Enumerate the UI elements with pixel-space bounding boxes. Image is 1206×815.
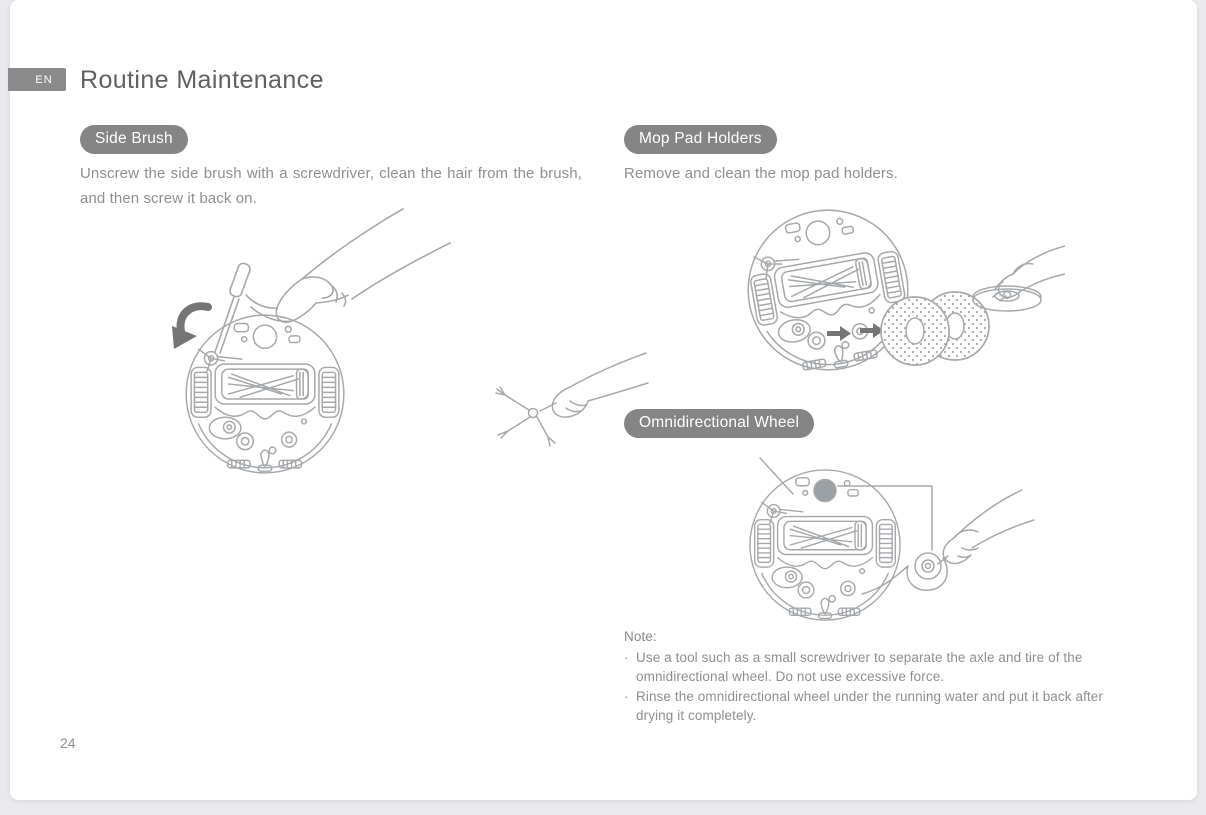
mop-pad-holders-illustration	[735, 190, 1065, 385]
bullet: ·	[624, 688, 629, 704]
side-brush-instructions: Unscrew the side brush with a screwdriver, clean the hair from the brush, and then screw it back on.	[80, 165, 582, 207]
rotation-arrow	[172, 306, 208, 349]
page-title: Routine Maintenance	[80, 66, 324, 94]
note-item	[624, 687, 1120, 726]
bullet: ·	[624, 649, 629, 665]
mop-pad-instructions: Remove and clean the mop pad holders.	[624, 165, 898, 182]
hand-holding-pad-holder	[973, 246, 1065, 311]
hand-holding-wheel	[938, 490, 1034, 564]
note-item	[624, 648, 1120, 687]
removed-omni-wheel	[862, 553, 947, 594]
language-badge-label: EN	[35, 73, 53, 86]
hand-cleaning-brush	[496, 353, 648, 446]
note-text: Rinse the omnidirectional wheel under the running water and put it back after drying it completely.	[636, 688, 1103, 723]
page-number: 24	[60, 735, 76, 751]
mop-pads	[881, 292, 989, 365]
note-block	[624, 627, 1120, 726]
section-label-mop-pad-holders: Mop Pad Holders	[624, 125, 777, 154]
section-label-omnidirectional-wheel: Omnidirectional Wheel	[624, 409, 814, 438]
language-badge	[8, 68, 66, 91]
omni-wheel-highlight	[815, 480, 836, 501]
side-brush-illustration	[150, 205, 650, 485]
manual-page	[10, 0, 1197, 800]
note-text: Use a tool such as a small screwdriver to separate the axle and tire of the omnidirectional wheel. Do not use excessive force.	[636, 649, 1083, 684]
omnidirectional-wheel-illustration	[700, 448, 1035, 633]
note-title: Note:	[624, 629, 657, 644]
section-label-side-brush: Side Brush	[80, 125, 188, 154]
hand-with-screwdriver	[215, 209, 450, 353]
